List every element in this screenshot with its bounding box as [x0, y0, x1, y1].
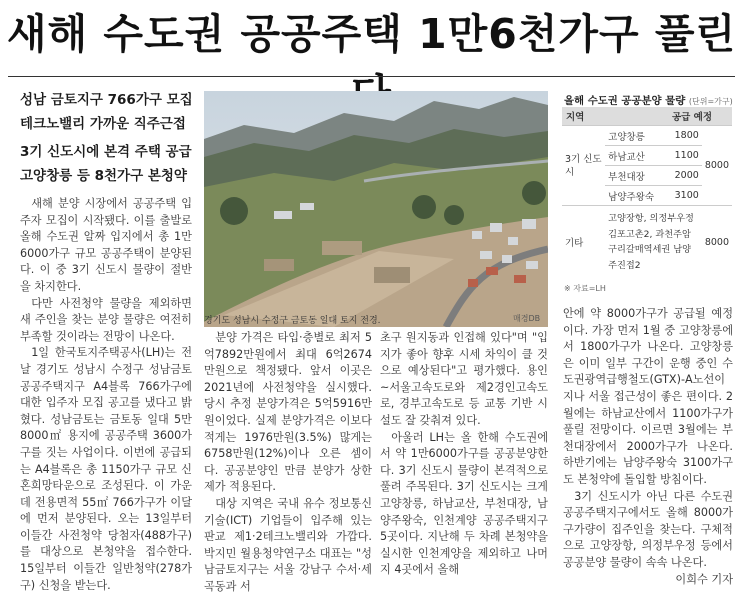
- paragraph: 1일 한국토지주택공사(LH)는 전날 경기도 성남시 수정구 성남금토 공공주택지구 A4블록 766가구에 대한 입주자 모집 공고를 냈다고 밝혔다. 성남금토는 금토동 일대 5만8000㎡ 용지에 공공주택 3600가구를 짓는 사업이다. 이번에 공급되는 A4블록은 총 1150가구 규모 신혼희망타운으로 조성된다. 이 가운데 전용면적 55㎡ 766가구가 이달에 먼저 분양된다. 오는 13일부터 이들간 사전청약 당첨자(488가구)를 대상으로 본청약을 접수한다. 15일부터 이들간 일반청약(278가구) 신청을 받는다.: [20, 346, 192, 592]
- paragraph: 3기 신도시가 아닌 다른 수도권 공공주택지구에서도 올해 8000가구가량이 집주인을 찾는다. 구체적으로 고양장항, 의정부우정 등에서 공공분양 물량이 속속 나온다.: [563, 489, 733, 569]
- table-row: [562, 206, 732, 279]
- subheadline-2: [20, 140, 200, 188]
- paragraph: 대상 지역은 국내 유수 정보통신기술(ICT) 기업들이 입주해 있는 판교 제1·2테크노밸리와 가깝다. 박지민 월용청약연구소 대표는 "성남금토지구는 서울 강남구 수서·세곡동과 서: [204, 496, 372, 593]
- row-value: 2000: [672, 166, 702, 186]
- sidebar-unit: (단위=가구): [688, 97, 733, 106]
- group-label-new-city: 3기 신도시: [562, 126, 605, 206]
- photo-caption: 경기도 성남시 수정구 금토동 일대 토지 전경.: [204, 316, 381, 326]
- subhead-line-2: 테크노밸리 가까운 직주근접: [20, 116, 186, 132]
- subheadline-1: [20, 88, 200, 136]
- headline: 새해 수도권 공공주택 1만6천가구 풀린: [6, 10, 737, 58]
- aerial-landscape-image: [204, 91, 548, 327]
- photo-credit: 매경DB: [513, 314, 541, 323]
- article-column-4: [563, 306, 733, 588]
- row-value: 1100: [672, 146, 702, 166]
- table-row: [562, 126, 732, 146]
- article-column-1: [20, 196, 192, 594]
- paragraph: 다만 사전청약 물량을 제외하면 새 주인을 찾는 분양 물량은 여전히 부족할 것이라는 전망이 나온다.: [20, 296, 192, 343]
- group-label-other: 기타: [562, 206, 605, 279]
- table-header-row: [562, 107, 732, 126]
- source-note: ※ 자료=LH: [564, 284, 606, 293]
- header-plan: 공급 예정: [605, 107, 732, 126]
- headline-rule: [8, 76, 735, 77]
- header-region: 지역: [562, 107, 605, 126]
- article-column-3: [380, 330, 548, 579]
- paragraph: 분양 가격은 타입·층별로 최저 5억7892만원에서 최대 6억2674만원으로 책정됐다. 앞서 이곳은 2021년에 사전청약을 실시했다. 당시 추정 분양가격은 5억5916만원이었다. 실제 분양가격은 이보다 적게는 1976만원(3.5%) 많게는 6758만원(12%)이나 오른 셈이다. 공공분양인 만큼 분양가 상한제가 적용된다.: [204, 331, 372, 494]
- paragraph: 안에 약 8000가구가 공급될 예정이다. 가장 먼저 1월 중 고양창릉에서 1800가구가 나온다. 고양창릉은 이미 일부 구간이 운행 중인 수도권광역급행철도(GTX)-A노선이 지나 서울 접근성이 좋은 편이다. 2월에는 하남교산에서 1100가구가 풀릴 전망이다. 이르면 3월에는 부천대장에서 2000가구가 나온다. 하반기에는 남양주왕숙 3100가구도 본청약에 돌입할 방침이다.: [563, 307, 733, 486]
- byline: 이희수 기자: [675, 572, 733, 586]
- subhead-line-3: 3기 신도시에 본격 주택 공급: [20, 144, 192, 160]
- paragraph: 새해 분양 시장에서 공공주택 입주자 모집이 시작됐다. 이를 출발로 올해 수도권 알짜 입지에서 총 1만6000가구 규모 공공주택이 분양된다. 이 중 3기 신도시 물량이 절반을 차지한다.: [20, 197, 192, 293]
- row-name: 부천대장: [605, 166, 671, 186]
- sidebar-title: [564, 92, 733, 107]
- group-total: 8000: [702, 126, 732, 206]
- row-name: 고양창릉: [605, 126, 671, 146]
- row-name: 하남교산: [605, 146, 671, 166]
- subhead-line-4: 고양창릉 등 8천가구 본청약: [20, 168, 187, 184]
- row-value: 3100: [672, 186, 702, 206]
- paragraph: 초구 원지동과 인접해 있다"며 "입지가 좋아 향후 시세 차익이 클 것으로 예상된다"고 평가했다. 용인~서울고속도로와 제2경인고속도로, 경부고속도로 등 교통 기반 시설도 잘 갖춰져 있다.: [380, 331, 548, 427]
- row-value: 1800: [672, 126, 702, 146]
- supply-table: [562, 107, 732, 278]
- subhead-line-1: 성남 금토지구 766가구 모집: [20, 92, 193, 108]
- group-total: 8000: [702, 206, 732, 279]
- photo: [204, 91, 548, 327]
- row-name: 남양주왕숙: [605, 186, 671, 206]
- group-names-other: 고양장항, 의정부우정 김포고촌2, 과천주암 구리갈매역세권 남양주진접2: [605, 206, 702, 279]
- article-column-2: [204, 330, 372, 596]
- sidebar-title-text: 올해 수도권 공공분양 물량: [564, 95, 686, 107]
- paragraph: 아울러 LH는 올 한해 수도권에서 약 1만6000가구를 공공분양한다. 3기 신도시 물량이 본격적으로 풀려 주목된다. 3기 신도시는 크게 고양창릉, 하남교산, 부천대장, 남양주왕숙, 인천계양 공공주택지구 5곳이다. 지난해 두 차례 본청약을 실시한 인천계양을 제외하고 나머지 4곳에서 올해: [380, 430, 548, 577]
